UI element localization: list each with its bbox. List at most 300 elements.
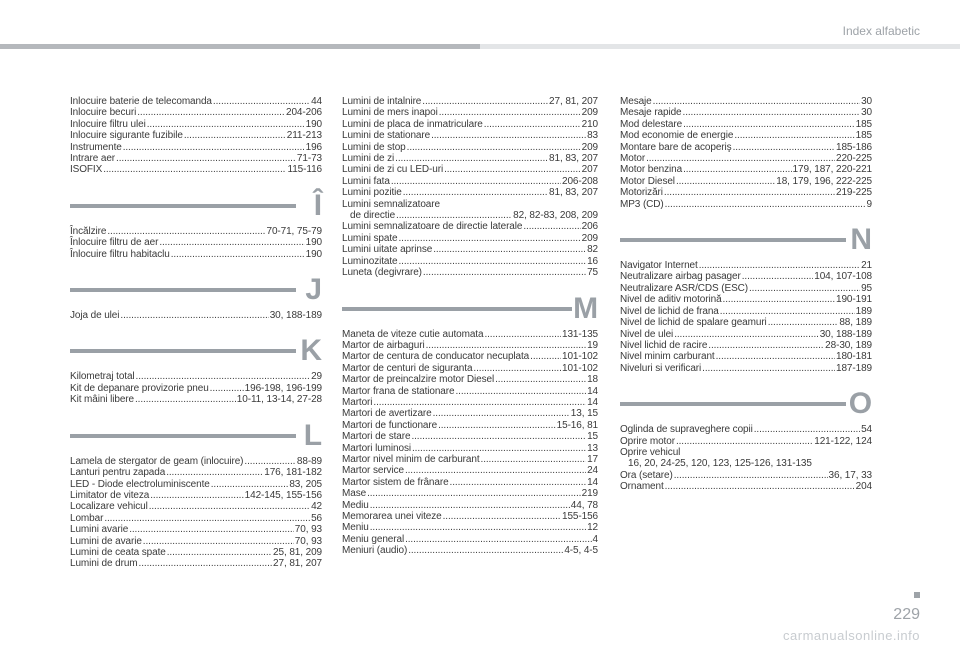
index-entry: [70, 249, 322, 260]
index-entry: [342, 329, 598, 340]
header-bar-light: [480, 44, 960, 49]
index-entry: [70, 536, 322, 547]
index-entry-pages: 211-213: [286, 130, 322, 142]
index-entry: [342, 351, 598, 362]
index-entry: [620, 271, 872, 282]
dot-leader: [137, 107, 285, 118]
index-entry-pages: 9: [866, 198, 872, 210]
index-entry-pages: 155-156: [562, 511, 598, 522]
index-entry: [620, 294, 872, 305]
index-entry: [342, 210, 598, 221]
index-entry-pages: 219-225: [836, 187, 872, 199]
index-entry: [70, 226, 322, 237]
dot-leader: [167, 547, 272, 558]
index-entry-term: Nivel de aditiv motorină: [620, 294, 722, 306]
dot-leader: [699, 260, 860, 271]
index-entry-pages: 54: [861, 424, 872, 436]
section-letter: L: [303, 418, 322, 452]
index-entry-pages: 70-71, 75-79: [266, 225, 322, 237]
dot-leader: [734, 130, 854, 141]
index-entry: [342, 545, 598, 556]
index-entry: [342, 465, 598, 476]
index-entry-term: Meniu: [342, 522, 369, 534]
index-entry-pages: 44, 78: [570, 499, 598, 511]
index-column-1: [70, 96, 322, 570]
index-entry: [342, 397, 598, 408]
index-entry-pages: 219: [581, 488, 598, 500]
index-entry-pages: 209: [581, 107, 598, 119]
index-entry: [70, 479, 322, 490]
index-entry: [620, 199, 872, 210]
index-entry-pages: 83: [587, 130, 598, 142]
index-entry-pages: 196: [305, 141, 322, 153]
index-entry-term: Lanturi pentru zapada: [70, 467, 166, 479]
index-entry-term: Navigator Internet: [620, 260, 698, 272]
dot-leader: [444, 164, 581, 175]
index-entry: [70, 164, 322, 175]
index-entry-term: Ornament: [620, 481, 664, 493]
index-entry: [620, 260, 872, 271]
index-entry-pages: 71-73: [296, 153, 322, 165]
index-entry-pages: 189: [855, 305, 872, 317]
index-entry-pages: 16: [587, 255, 598, 267]
index-entry-pages: 18: [587, 374, 598, 386]
dot-leader: [391, 176, 561, 187]
dot-leader: [405, 465, 586, 476]
index-entry: [70, 524, 322, 535]
index-entry: [342, 221, 598, 232]
dot-leader: [166, 467, 263, 478]
index-entry-term: Mediu: [342, 499, 369, 511]
index-entry: [342, 363, 598, 374]
index-entry-term: Motorizări: [620, 187, 663, 199]
index-entry-term: Lumini de drum: [70, 558, 138, 570]
watermark-text: carmanualsonline.info: [783, 628, 920, 643]
index-entry-pages: 28-30, 189: [825, 339, 872, 351]
dot-leader: [742, 271, 814, 282]
dot-leader: [683, 164, 791, 175]
index-entry: [342, 256, 598, 267]
dot-leader: [439, 107, 581, 118]
index-entry: [70, 130, 322, 141]
dot-leader: [683, 107, 861, 118]
index-entry-term: Lumini de ceata spate: [70, 546, 166, 558]
index-entry-pages: 81, 83, 207: [549, 187, 598, 199]
index-entry-term: Niveluri si verificari: [620, 362, 702, 374]
index-entry-pages: 81, 83, 207: [549, 153, 598, 165]
index-entry-term: Martor service: [342, 465, 404, 477]
index-entry: [70, 490, 322, 501]
page-header-title: Index alfabetic: [842, 24, 920, 38]
dot-leader: [171, 249, 305, 260]
section-header-l: [70, 416, 322, 456]
index-entry-term: Martor nivel minim de carburant: [342, 453, 480, 465]
index-entry: [620, 164, 872, 175]
index-entry-term: Martor de centuri de siguranta: [342, 362, 473, 374]
index-entry-pages: 104, 107-108: [814, 271, 872, 283]
index-entry-pages: 75: [587, 267, 598, 279]
section-letter: O: [848, 387, 872, 421]
index-entry-term: Lumini de intalnire: [342, 96, 422, 107]
dot-leader: [720, 306, 855, 317]
dot-leader: [433, 244, 586, 255]
page-number: 229: [893, 606, 920, 623]
index-entry-term: Joja de ulei: [70, 310, 120, 322]
index-entry-pages: 15-16, 81: [556, 419, 598, 431]
dot-leader: [407, 142, 581, 153]
index-entry-pages: 88-89: [296, 455, 322, 467]
index-entry-term: Nivel lichid de racire: [620, 339, 708, 351]
dot-leader: [399, 233, 581, 244]
index-entry-term: Kilometraj total: [70, 371, 135, 383]
dot-leader: [403, 187, 548, 198]
index-entry-pages: 82, 82-83, 208, 209: [513, 210, 598, 222]
index-group-m: [342, 329, 598, 557]
dot-leader: [104, 513, 310, 524]
index-entry-term: Martor de preincalzire motor Diesel: [342, 374, 495, 386]
dot-leader: [473, 363, 561, 374]
index-entry-term: Montare bare de acoperiş: [620, 141, 732, 153]
dot-leader: [411, 431, 586, 442]
section-rule: [70, 434, 296, 438]
index-entry: [342, 534, 598, 545]
index-entry-term: MP3 (CD): [620, 198, 664, 210]
index-entry: [620, 363, 872, 374]
index-entry-term: Lumini semnalizatoare: [342, 198, 440, 210]
index-entry-term: Memorarea unei viteze: [342, 511, 442, 522]
index-entry-term: Inlocuire sigurante fuzibile: [70, 130, 183, 142]
index-entry: [342, 199, 598, 210]
index-entry: [70, 96, 322, 107]
index-group-n: [620, 260, 872, 374]
dot-leader: [184, 130, 286, 141]
index-entry: [70, 513, 322, 524]
index-entry-term: Lumini de placa de inmatriculare: [342, 118, 483, 130]
index-entry-pages: 190: [305, 118, 322, 130]
dot-leader: [370, 522, 586, 533]
dot-leader: [373, 397, 586, 408]
index-entry-term: Oprire vehicul: [620, 446, 681, 458]
index-entry-pages: 30, 188-189: [819, 328, 872, 340]
dot-leader: [422, 96, 548, 107]
index-entry-term: Martori de avertizare: [342, 408, 432, 420]
dot-leader: [664, 187, 835, 198]
index-entry: [620, 458, 872, 469]
index-entry: [70, 383, 322, 394]
dot-leader: [523, 221, 580, 232]
index-entry-term: Lumini de stationare: [342, 130, 431, 142]
index-entry: [342, 511, 598, 522]
index-entry-term: Kit de depanare provizorie pneu: [70, 382, 209, 394]
index-entry-pages: 30, 188-189: [269, 310, 322, 322]
index-entry-pages: 121-122, 124: [814, 435, 872, 447]
index-entry: [342, 153, 598, 164]
index-entry-pages: 56: [311, 512, 322, 524]
index-entry-pages: 95: [861, 282, 872, 294]
index-entry: [342, 420, 598, 431]
index-entry-term: Meniuri (audio): [342, 545, 408, 557]
index-group-i-circumflex: [70, 226, 322, 260]
index-entry: [620, 351, 872, 362]
index-entry-term: Martor de centura de conducator necuplata: [342, 351, 530, 363]
index-entry-pages: 204-206: [286, 107, 322, 119]
dot-leader: [211, 479, 289, 490]
index-entry-term: Înlocuire filtru de aer: [70, 237, 159, 249]
dot-leader: [147, 119, 305, 130]
index-entry-pages: 21: [861, 260, 872, 272]
dot-leader: [723, 294, 835, 305]
section-letter: M: [573, 291, 598, 325]
index-entry: [620, 424, 872, 435]
section-header-i-circumflex: [70, 186, 322, 226]
index-entry-term: Lumini uitate aprinse: [342, 244, 433, 256]
index-entry-pages: 4-5, 4-5: [564, 545, 598, 557]
index-entry-pages: 25, 81, 209: [273, 546, 322, 558]
index-entry-pages: 13: [587, 442, 598, 454]
dot-leader: [484, 329, 561, 340]
index-entry-term: Lumini de zi: [342, 153, 395, 165]
index-entry-pages: 206: [581, 221, 598, 233]
index-entry-term: Lumini de zi cu LED-uri: [342, 164, 444, 176]
dot-leader: [708, 340, 824, 351]
index-entry: [620, 142, 872, 153]
index-entry-term: Înlocuire filtru habitaclu: [70, 248, 170, 260]
index-entry-term: 16, 20, 24-25, 120, 123, 125-126, 131-135: [628, 458, 812, 470]
index-entry-pages: 4: [592, 533, 598, 545]
index-entry: [620, 176, 872, 187]
dot-leader: [210, 383, 244, 394]
index-entry: [342, 233, 598, 244]
section-rule: [70, 288, 296, 292]
index-entry-term: Ora (setare): [620, 469, 673, 481]
dot-leader: [107, 226, 265, 237]
dot-leader: [431, 130, 586, 141]
index-entry-pages: 204: [855, 481, 872, 493]
index-entry-pages: 220-225: [836, 153, 872, 165]
dot-leader: [412, 443, 586, 454]
index-entry-pages: 27, 81, 207: [549, 96, 598, 107]
dot-leader: [408, 545, 563, 556]
dot-leader: [481, 454, 587, 465]
dot-leader: [423, 267, 586, 278]
index-entry-pages: 190: [305, 237, 322, 249]
section-rule: [70, 349, 296, 353]
index-entry: [342, 408, 598, 419]
index-entry: [342, 119, 598, 130]
index-entry-term: Lumini de avarie: [70, 535, 142, 547]
index-entry-term: Mod economie de energie: [620, 130, 734, 142]
index-entry: [342, 386, 598, 397]
index-entry-pages: 18, 179, 196, 222-225: [776, 175, 872, 187]
index-entry: [620, 283, 872, 294]
section-rule: [342, 307, 572, 311]
index-entry: [620, 317, 872, 328]
header-bar-dark: [0, 44, 480, 49]
index-entry-pages: 101-102: [562, 362, 598, 374]
section-header-j: [70, 270, 322, 310]
index-group-i: [70, 96, 322, 176]
index-entry-pages: 187-189: [836, 362, 872, 374]
section-rule: [620, 238, 846, 242]
section-header-o: [620, 384, 872, 424]
index-entry: [342, 244, 598, 255]
index-entry-pages: 24: [587, 465, 598, 477]
index-entry: [620, 340, 872, 351]
index-entry-pages: 15: [587, 431, 598, 443]
section-letter: N: [850, 223, 872, 257]
index-entry-term: Lamela de stergator de geam (inlocuire): [70, 455, 244, 467]
dot-leader: [716, 351, 835, 362]
dot-leader: [674, 329, 819, 340]
index-entry-pages: 10-11, 13-14, 27-28: [236, 394, 322, 406]
index-entry-pages: 180-181: [836, 351, 872, 363]
index-entry: [70, 558, 322, 569]
dot-leader: [653, 96, 860, 107]
dot-leader: [120, 310, 268, 321]
index-entry-pages: 19: [587, 339, 598, 351]
index-entry: [70, 371, 322, 382]
index-entry: [620, 436, 872, 447]
index-entry-pages: 185-186: [836, 141, 872, 153]
dot-leader: [149, 501, 310, 512]
dot-leader: [455, 386, 586, 397]
index-entry-pages: 30: [861, 96, 872, 107]
section-header-k: [70, 331, 322, 371]
index-entry-term: Nivel de lichid de frana: [620, 305, 719, 317]
index-group-l: [70, 456, 322, 570]
index-entry-pages: 209: [581, 232, 598, 244]
dot-leader: [768, 317, 839, 328]
index-entry: [620, 153, 872, 164]
index-entry-term: Motor: [620, 153, 646, 165]
index-entry: [342, 500, 598, 511]
dot-leader: [495, 374, 586, 385]
index-entry-term: Nivel minim carburant: [620, 351, 715, 363]
index-entry-pages: 210: [581, 118, 598, 130]
index-entry-pages: 131-135: [562, 328, 598, 340]
dot-leader: [733, 142, 835, 153]
index-entry-pages: 142-145, 155-156: [244, 489, 322, 501]
index-entry-pages: 115-116: [287, 164, 322, 176]
index-entry-term: Intrare aer: [70, 153, 116, 165]
dot-leader: [674, 470, 828, 481]
index-entry-pages: 185: [855, 130, 872, 142]
index-entry-term: Mase: [342, 488, 367, 500]
index-entry-term: Încălzire: [70, 225, 107, 237]
index-entry: [342, 374, 598, 385]
index-entry-term: Oprire motor: [620, 435, 675, 447]
index-entry: [342, 96, 598, 107]
index-entry-term: Martori luminosi: [342, 442, 411, 454]
dot-leader: [123, 142, 305, 153]
index-entry: [70, 153, 322, 164]
dot-leader: [443, 511, 561, 522]
index-entry-pages: 185: [855, 118, 872, 130]
index-entry-term: Lumini spate: [342, 232, 398, 244]
index-entry: [342, 164, 598, 175]
index-entry: [342, 522, 598, 533]
index-entry-term: Kit mâini libere: [70, 394, 134, 406]
index-entry-term: Inlocuire filtru ulei: [70, 118, 146, 130]
index-entry-pages: 14: [587, 385, 598, 397]
section-letter: K: [300, 334, 322, 368]
index-entry: [70, 467, 322, 478]
section-rule: [620, 402, 846, 406]
dot-leader: [646, 153, 835, 164]
index-entry: [70, 501, 322, 512]
index-entry-term: Luminozitate: [342, 255, 398, 267]
index-entry-pages: 83, 205: [289, 478, 322, 490]
index-entry-term: Nivel de lichid de spalare geamuri: [620, 317, 767, 329]
index-entry-term: Lumini de mers inapoi: [342, 107, 438, 119]
dot-leader: [244, 456, 296, 467]
dot-leader: [702, 363, 835, 374]
index-entry: [620, 107, 872, 118]
dot-leader: [136, 371, 311, 382]
index-entry-pages: 29: [311, 371, 322, 383]
end-marker-square: [914, 592, 920, 598]
index-entry-term: Martor frana de stationare: [342, 385, 455, 397]
index-entry: [620, 329, 872, 340]
index-entry: [342, 267, 598, 278]
index-entry-pages: 190-191: [836, 294, 872, 306]
dot-leader: [213, 96, 310, 107]
dot-leader: [370, 500, 570, 511]
dot-leader: [676, 436, 813, 447]
index-entry-term: Lumini avarie: [70, 524, 129, 536]
section-letter: J: [305, 273, 322, 307]
index-entry-term: Lombar: [70, 512, 104, 524]
index-entry-pages: 36, 17, 33: [828, 469, 872, 481]
index-entry-pages: 190: [305, 248, 322, 260]
index-entry-term: Lumini de stop: [342, 141, 406, 153]
index-entry-term: Lumini pozitie: [342, 187, 402, 199]
index-column-3: [620, 96, 872, 493]
dot-leader: [135, 394, 236, 405]
index-entry-pages: 17: [587, 453, 598, 465]
dot-leader: [399, 256, 587, 267]
index-entry-term: Oglinda de supraveghere copii: [620, 424, 753, 436]
index-entry-pages: 30: [861, 107, 872, 119]
index-entry: [70, 456, 322, 467]
index-entry-term: Motor benzina: [620, 164, 683, 176]
dot-leader: [426, 340, 586, 351]
index-entry-pages: 196-198, 196-199: [244, 382, 322, 394]
index-entry: [620, 481, 872, 492]
dot-leader: [159, 237, 304, 248]
index-entry-term: Martori: [342, 396, 373, 408]
index-entry-term: Inlocuire becuri: [70, 107, 137, 119]
dot-leader: [150, 490, 243, 501]
dot-leader: [143, 536, 294, 547]
index-entry: [70, 547, 322, 558]
dot-leader: [530, 351, 561, 362]
dot-leader: [395, 153, 548, 164]
index-entry-term: Limitator de viteza: [70, 489, 150, 501]
dot-leader: [116, 153, 296, 164]
index-entry: [342, 176, 598, 187]
index-entry: [342, 488, 598, 499]
dot-leader: [405, 534, 591, 545]
index-entry-term: Mod delestare: [620, 118, 683, 130]
index-entry-pages: 176, 181-182: [264, 467, 322, 479]
section-rule: [70, 204, 296, 208]
dot-leader: [103, 164, 286, 175]
dot-leader: [683, 119, 855, 130]
index-entry: [342, 477, 598, 488]
index-group-k: [70, 371, 322, 405]
index-entry-pages: 101-102: [562, 351, 598, 363]
